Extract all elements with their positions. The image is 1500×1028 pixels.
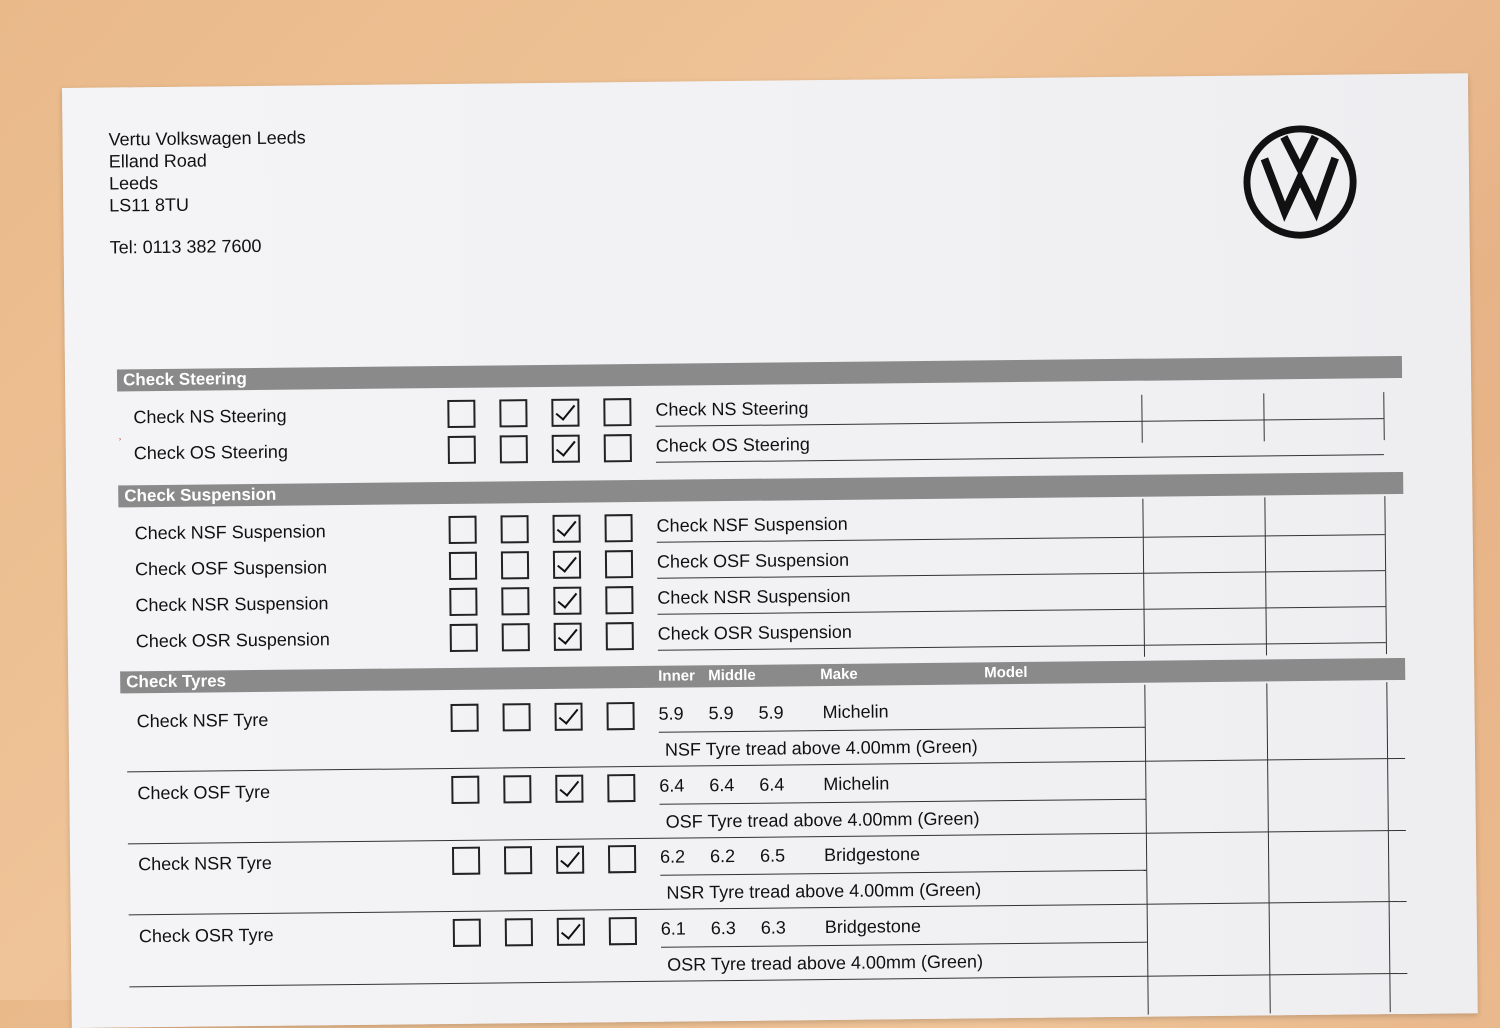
table-rule <box>1142 499 1145 657</box>
tyre-status-note: NSR Tyre tread above 4.00mm (Green) <box>666 879 982 903</box>
section-header-steering <box>117 356 1402 391</box>
column-model: Model <box>984 663 1028 682</box>
tread-outer: 5.9 <box>758 702 784 723</box>
tread-inner: 6.2 <box>659 846 686 867</box>
row-description: Check OSF Suspension <box>656 549 850 572</box>
row-rule <box>661 941 1147 947</box>
tread-middle: 5.9 <box>708 703 734 724</box>
row-label: Check OS Steering <box>133 441 289 464</box>
checkbox[interactable] <box>501 587 529 615</box>
row-description: Check OSR Suspension <box>657 621 852 644</box>
row-label: Check NS Steering <box>133 405 287 428</box>
checkbox[interactable] <box>448 436 476 464</box>
tread-outer: 6.5 <box>759 845 786 866</box>
checkbox[interactable] <box>503 775 531 803</box>
tread-middle: 6.3 <box>710 917 736 938</box>
row-label: Check OSR Tyre <box>138 924 274 946</box>
dealer-name: Vertu Volkswagen Leeds <box>108 127 306 150</box>
table-rule <box>1383 392 1385 440</box>
ink-mark: ʾ <box>117 435 123 452</box>
checkbox[interactable] <box>606 702 634 730</box>
checkbox-checked[interactable] <box>556 846 584 874</box>
checkbox[interactable] <box>451 775 479 803</box>
checkbox[interactable] <box>449 516 477 544</box>
table-rule <box>1144 685 1148 1015</box>
checkbox[interactable] <box>608 845 636 873</box>
row-label: Check NSR Suspension <box>135 593 329 616</box>
checkbox-checked[interactable] <box>557 917 585 945</box>
checkbox[interactable] <box>605 586 633 614</box>
checkbox[interactable] <box>449 552 477 580</box>
table-rule <box>1264 497 1267 655</box>
checkbox-checked[interactable] <box>553 551 581 579</box>
checkbox[interactable] <box>606 622 634 650</box>
checkbox-checked[interactable] <box>554 623 582 651</box>
checkbox[interactable] <box>604 514 632 542</box>
table-rule <box>1266 683 1270 1013</box>
tread-inner: 6.1 <box>660 918 686 939</box>
section-title: Check Suspension <box>124 484 277 506</box>
row-separator <box>129 901 1407 915</box>
checkbox[interactable] <box>499 399 527 427</box>
tread-middle: 6.4 <box>709 774 735 795</box>
checkbox-checked[interactable] <box>555 774 583 802</box>
checkbox[interactable] <box>609 917 637 945</box>
tread-outer: 6.4 <box>759 773 785 795</box>
column-make: Make <box>820 665 858 684</box>
tread-make: Michelin <box>823 772 890 794</box>
row-rule <box>660 798 1146 804</box>
checkbox[interactable] <box>452 847 480 875</box>
checkbox-checked[interactable] <box>552 515 580 543</box>
row-description: Check NSR Suspension <box>657 585 851 608</box>
row-label: Check NSF Tyre <box>136 709 269 732</box>
checkbox[interactable] <box>501 551 529 579</box>
tyre-status-note: OSF Tyre tread above 4.00mm (Green) <box>665 807 980 832</box>
checkbox[interactable] <box>453 918 481 946</box>
checkbox[interactable] <box>501 515 529 543</box>
checkbox[interactable] <box>502 623 530 651</box>
checkbox[interactable] <box>450 704 478 732</box>
tyre-status-note: NSF Tyre tread above 4.00mm (Green) <box>664 736 978 760</box>
checkbox[interactable] <box>603 398 631 426</box>
row-description: Check OS Steering <box>655 434 810 456</box>
vw-logo-icon <box>1240 122 1359 241</box>
table-rule <box>1384 496 1387 654</box>
table-rule <box>1386 682 1390 1012</box>
tread-outer: 6.3 <box>760 916 786 938</box>
tread-make: Bridgestone <box>824 915 922 937</box>
checkbox[interactable] <box>504 846 532 874</box>
tread-middle: 6.2 <box>709 845 736 867</box>
row-rule <box>660 870 1146 876</box>
row-rule <box>659 727 1145 733</box>
row-label: Check OSF Suspension <box>134 557 328 580</box>
row-label: Check OSR Suspension <box>135 629 331 652</box>
tread-inner: 5.9 <box>658 703 684 724</box>
checkbox-checked[interactable] <box>554 703 582 731</box>
tread-make: Michelin <box>822 701 889 723</box>
section-title: Check Steering <box>122 369 247 390</box>
checkbox[interactable] <box>505 918 533 946</box>
column-inner: Inner <box>658 667 695 685</box>
section-title: Check Tyres <box>126 671 227 692</box>
tyre-status-note: OSR Tyre tread above 4.00mm (Green) <box>667 950 984 975</box>
section-header-tyres <box>120 658 1405 693</box>
tread-inner: 6.4 <box>659 775 685 796</box>
checkbox[interactable] <box>502 703 530 731</box>
dealer-postcode: LS11 8TU <box>109 194 190 216</box>
checkbox[interactable] <box>449 588 477 616</box>
checkbox[interactable] <box>500 435 528 463</box>
dealer-street: Elland Road <box>108 150 207 172</box>
row-separator <box>128 829 1406 843</box>
tread-make: Bridgestone <box>823 844 921 866</box>
table-rule <box>1141 395 1143 443</box>
section-header-suspension <box>118 472 1403 507</box>
dealer-city: Leeds <box>108 172 159 194</box>
checkbox[interactable] <box>607 774 635 802</box>
checkbox-checked[interactable] <box>553 587 581 615</box>
row-description: Check NSF Suspension <box>656 513 848 536</box>
row-separator <box>127 758 1405 772</box>
checkbox[interactable] <box>605 550 633 578</box>
table-rule <box>1263 393 1265 441</box>
row-label: Check NSR Tyre <box>138 852 272 875</box>
health-check-sheet <box>62 73 1478 1028</box>
column-middle: Middle <box>708 666 756 685</box>
row-separator <box>129 972 1407 986</box>
dealer-telephone: Tel: 0113 382 7600 <box>109 235 262 258</box>
checkbox[interactable] <box>604 434 632 462</box>
row-description: Check NS Steering <box>655 398 809 420</box>
checkbox-checked[interactable] <box>551 399 579 427</box>
row-label: Check NSF Suspension <box>134 521 326 544</box>
row-label: Check OSF Tyre <box>137 781 271 803</box>
checkbox-checked[interactable] <box>552 435 580 463</box>
checkbox[interactable] <box>450 624 478 652</box>
checkbox[interactable] <box>447 400 475 428</box>
